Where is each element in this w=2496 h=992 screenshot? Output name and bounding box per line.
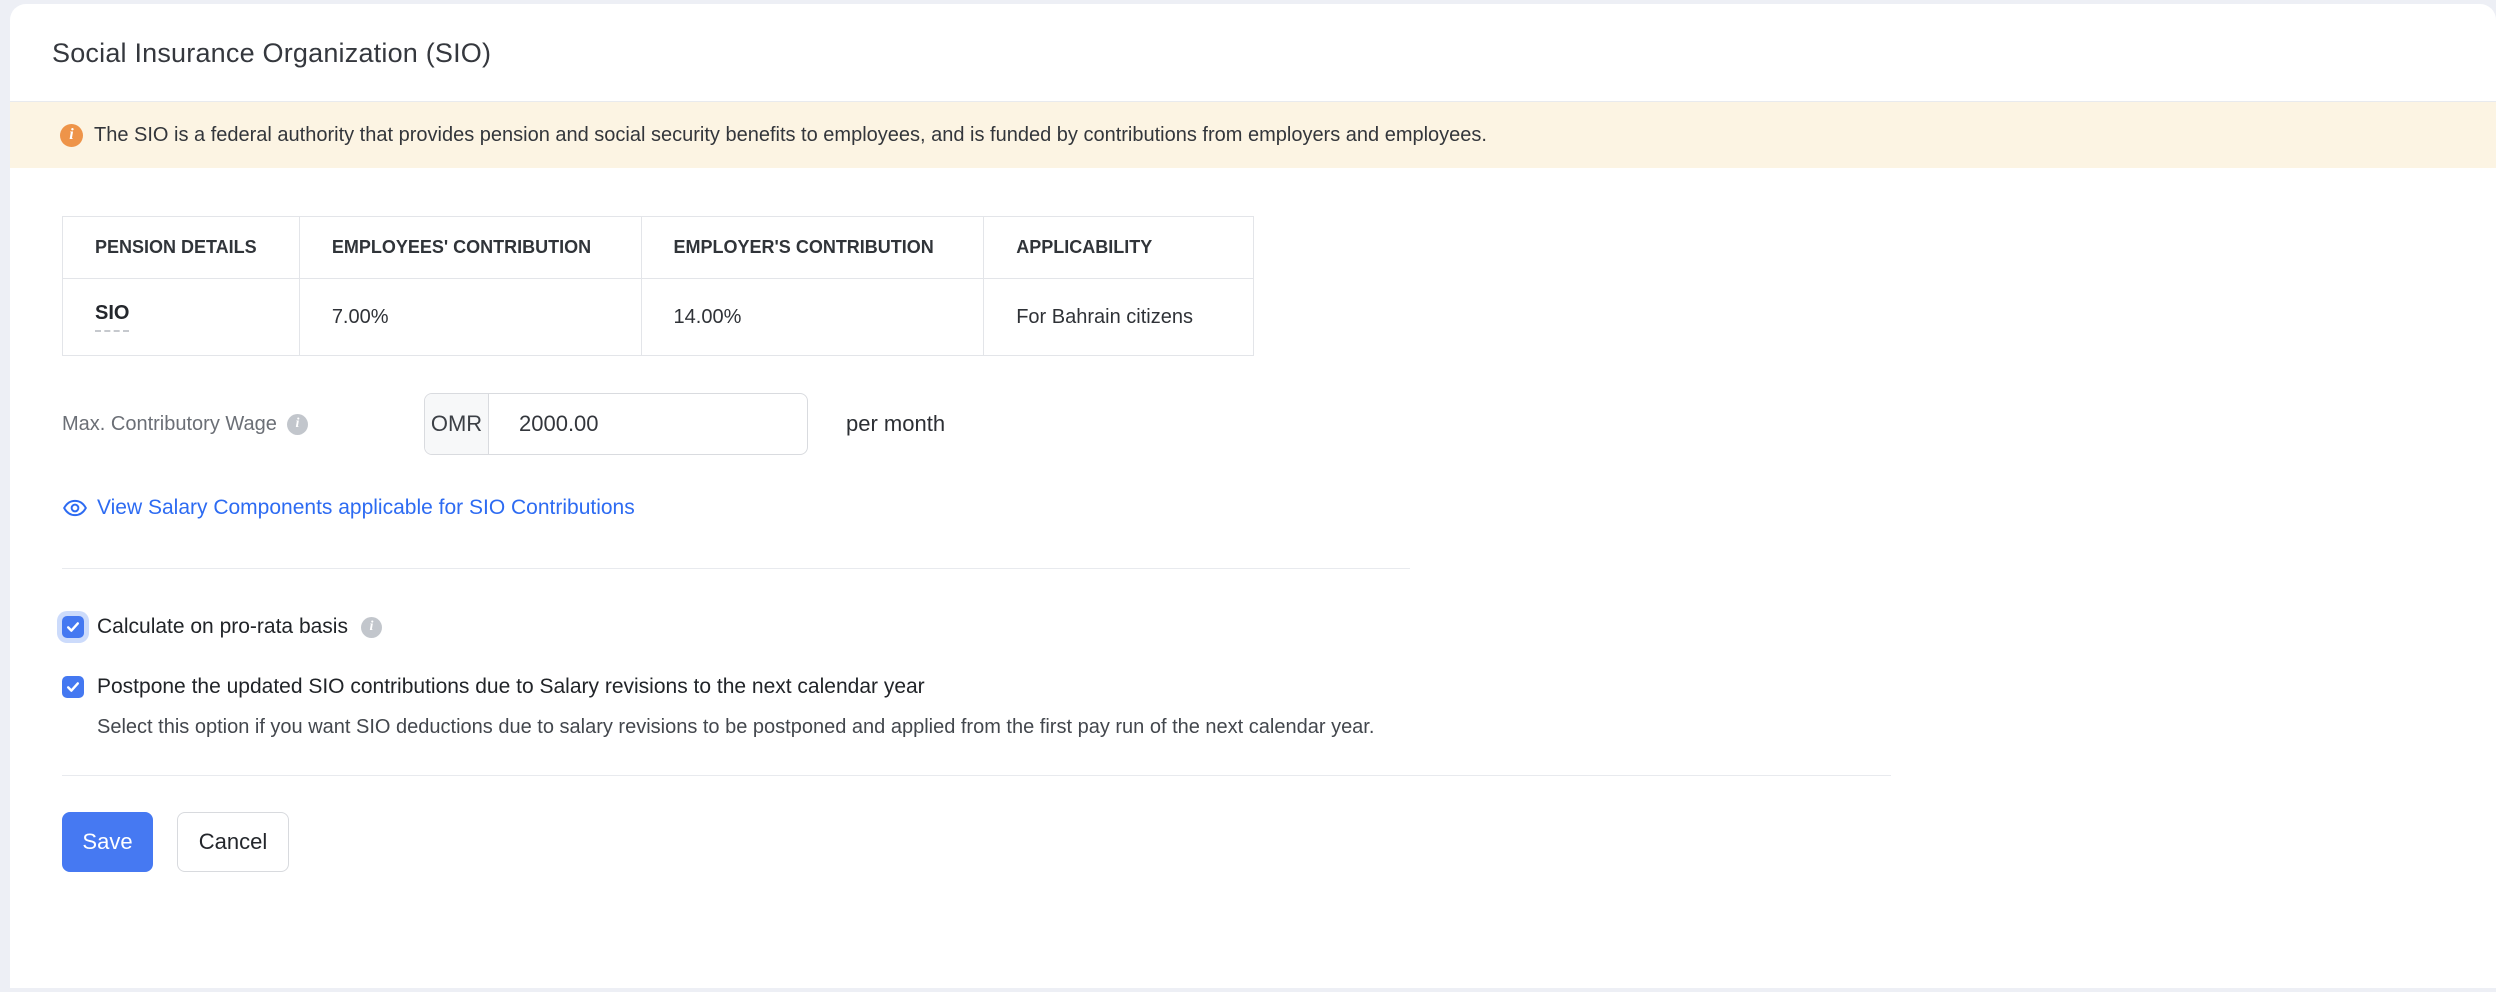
table-header-row xyxy=(63,217,1253,279)
postpone-checkbox[interactable] xyxy=(62,676,84,698)
max-contributory-wage-label-wrap xyxy=(62,413,424,436)
action-button-row xyxy=(62,812,2496,872)
divider xyxy=(62,568,1410,569)
prorata-checkbox-label[interactable]: Calculate on pro-rata basis xyxy=(97,615,348,638)
prorata-checkbox-row xyxy=(62,615,2496,639)
main-content xyxy=(10,216,2496,872)
table-header-applicability: APPLICABILITY xyxy=(983,217,1253,278)
check-icon xyxy=(66,680,80,694)
page-title: Social Insurance Organization (SIO) xyxy=(52,38,492,68)
postpone-section xyxy=(62,675,2496,743)
pension-details-table xyxy=(62,216,1254,356)
check-icon xyxy=(66,620,80,634)
postpone-checkbox-row xyxy=(62,675,2496,699)
page-header xyxy=(10,4,2496,102)
divider xyxy=(62,775,1891,776)
cell-pension-name xyxy=(63,279,299,355)
pension-name-tooltip-text[interactable]: SIO xyxy=(95,302,129,332)
settings-card xyxy=(10,4,2496,988)
max-contributory-wage-input[interactable] xyxy=(489,394,807,454)
cell-employers-contribution: 14.00% xyxy=(641,279,984,355)
cancel-button[interactable]: Cancel xyxy=(177,812,289,872)
postpone-checkbox-label[interactable]: Postpone the updated SIO contributions due to Salary revisions to the next calendar year xyxy=(97,675,925,698)
cell-employees-contribution: 7.00% xyxy=(299,279,641,355)
prorata-checkbox[interactable] xyxy=(62,616,84,638)
max-contributory-wage-input-group xyxy=(424,393,808,455)
currency-addon: OMR xyxy=(425,394,489,454)
table-header-pension-details: PENSION DETAILS xyxy=(95,237,257,257)
table-row xyxy=(63,279,1253,355)
per-month-label: per month xyxy=(846,411,946,436)
postpone-description: Select this option if you want SIO deductions due to salary revisions to be postponed and applied from the first pay run of the next calendar year. xyxy=(97,716,1375,738)
view-salary-components-link-label: View Salary Components applicable for SIO Contributions xyxy=(97,496,635,519)
eye-icon xyxy=(62,495,88,521)
info-icon[interactable]: i xyxy=(287,414,308,435)
info-icon[interactable]: i xyxy=(361,617,382,638)
max-contributory-wage-row xyxy=(62,393,2496,455)
cell-applicability: For Bahrain citizens xyxy=(983,279,1253,355)
max-contributory-wage-label: Max. Contributory Wage xyxy=(62,412,277,435)
save-button[interactable]: Save xyxy=(62,812,153,872)
table-header-employers-contribution: EMPLOYER'S CONTRIBUTION xyxy=(641,217,984,278)
info-banner-text: The SIO is a federal authority that provides pension and social security benefits to employees, and is funded by contributions from employers and employees. xyxy=(94,123,1487,146)
info-banner xyxy=(10,102,2496,168)
info-icon: i xyxy=(60,124,83,147)
table-header-employees-contribution: EMPLOYEES' CONTRIBUTION xyxy=(299,217,641,278)
view-salary-components-link[interactable] xyxy=(62,495,635,521)
